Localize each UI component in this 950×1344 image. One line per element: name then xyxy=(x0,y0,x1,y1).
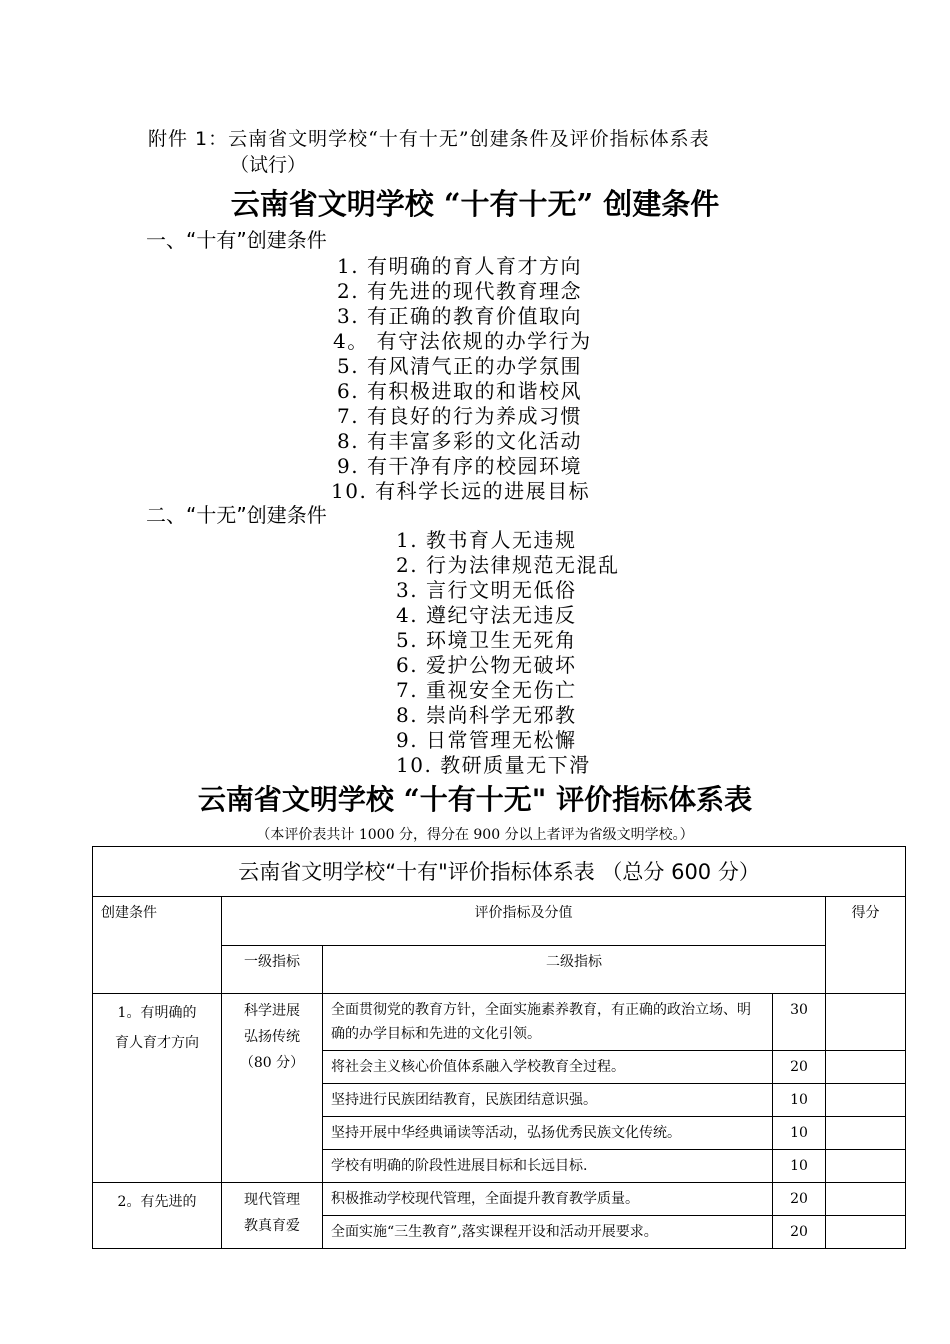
list-item: 9. 有干净有序的校园环境 xyxy=(337,454,582,478)
level1-line: 现代管理 xyxy=(244,1192,300,1208)
score-cell xyxy=(826,994,906,1051)
header-score: 得分 xyxy=(826,897,906,994)
list-item: 8. 有丰富多彩的文化活动 xyxy=(337,429,582,453)
attachment-subtitle: （试行） xyxy=(230,154,307,176)
indicator-text: 全面贯彻党的教育方针，全面实施素养教育，有正确的政治立场、明确的办学目标和先进的文化引领。 xyxy=(323,994,773,1051)
condition-line: 1。有明确的 xyxy=(117,1005,197,1021)
main-title: 云南省文明学校 “十有十无” 创建条件 xyxy=(230,187,720,221)
indicator-text: 将社会主义核心价值体系融入学校教育全过程。 xyxy=(323,1051,773,1084)
attachment-label: 附件 1： xyxy=(148,128,229,150)
table-caption: 云南省文明学校“十有"评价指标体系表 （总分 600 分） xyxy=(93,847,906,897)
level1-line: （80 分） xyxy=(239,1055,305,1071)
condition-line: 2。有先进的 xyxy=(117,1194,197,1210)
table-row xyxy=(93,1183,906,1216)
indicator-points: 10 xyxy=(773,1084,826,1117)
score-cell xyxy=(826,1051,906,1084)
list-item: 9. 日常管理无松懈 xyxy=(396,728,577,752)
list-item: 1. 有明确的育人育才方向 xyxy=(337,254,582,278)
level1-line: 弘扬传统 xyxy=(244,1029,300,1045)
header-condition: 创建条件 xyxy=(93,897,222,994)
table-caption-row xyxy=(93,847,906,897)
level1-line: 科学进展 xyxy=(244,1003,300,1019)
condition-line: 育人育才方向 xyxy=(115,1035,199,1051)
list-item: 7. 重视安全无伤亡 xyxy=(396,678,577,702)
indicator-points: 30 xyxy=(773,994,826,1051)
list-item: 3. 有正确的教育价值取向 xyxy=(337,304,582,328)
attachment-title-line xyxy=(148,124,710,151)
score-cell xyxy=(826,1183,906,1216)
list-item: 10. 有科学长远的进展目标 xyxy=(331,479,591,503)
level1-cell xyxy=(222,1183,323,1249)
level1-cell xyxy=(222,994,323,1183)
score-cell xyxy=(826,1216,906,1249)
list-item: 4. 遵纪守法无违反 xyxy=(396,603,577,627)
list-item: 5. 环境卫生无死角 xyxy=(396,628,577,652)
eval-title: 云南省文明学校 “十有十无" 评价指标体系表 xyxy=(197,783,753,816)
evaluation-table xyxy=(92,846,906,1249)
header-level2: 二级指标 xyxy=(323,946,826,994)
indicator-points: 20 xyxy=(773,1216,826,1249)
indicator-points: 10 xyxy=(773,1150,826,1183)
condition-cell xyxy=(93,994,222,1183)
indicator-text: 坚持进行民族团结教育，民族团结意识强。 xyxy=(323,1084,773,1117)
indicator-text: 坚持开展中华经典诵读等活动，弘扬优秀民族文化传统。 xyxy=(323,1117,773,1150)
list-item: 6. 有积极进取的和谐校风 xyxy=(337,379,582,403)
level1-line: 教真育爱 xyxy=(244,1218,300,1234)
section2-heading: 二、“十无”创建条件 xyxy=(146,503,327,527)
header-indicators: 评价指标及分值 xyxy=(222,897,826,946)
indicator-points: 10 xyxy=(773,1117,826,1150)
header-level1: 一级指标 xyxy=(222,946,323,994)
list-item: 6. 爱护公物无破坏 xyxy=(396,653,577,677)
eval-note: （本评价表共计 1000 分，得分在 900 分以上者评为省级文明学校。） xyxy=(256,827,694,843)
indicator-text: 积极推动学校现代管理，全面提升教育教学质量。 xyxy=(323,1183,773,1216)
indicator-text: 学校有明确的阶段性进展目标和长远目标. xyxy=(323,1150,773,1183)
list-item: 8. 崇尚科学无邪教 xyxy=(396,703,577,727)
indicator-points: 20 xyxy=(773,1183,826,1216)
list-item: 7. 有良好的行为养成习惯 xyxy=(337,404,582,428)
list-item: 3. 言行文明无低俗 xyxy=(396,578,577,602)
list-item: 4。 有守法依规的办学行为 xyxy=(333,329,592,353)
list-item: 2. 有先进的现代教育理念 xyxy=(337,279,582,303)
list-item: 5. 有风清气正的办学氛围 xyxy=(337,354,582,378)
list-item: 10. 教研质量无下滑 xyxy=(396,753,591,777)
table-row xyxy=(93,994,906,1051)
indicator-points: 20 xyxy=(773,1051,826,1084)
header-row xyxy=(93,897,906,946)
score-cell xyxy=(826,1084,906,1117)
list-item: 2. 行为法律规范无混乱 xyxy=(396,553,620,577)
indicator-text: 全面实施“三生教育”,落实课程开设和活动开展要求。 xyxy=(323,1216,773,1249)
score-cell xyxy=(826,1150,906,1183)
list-item: 1. 教书育人无违规 xyxy=(396,528,577,552)
score-cell xyxy=(826,1117,906,1150)
section1-heading: 一、“十有”创建条件 xyxy=(146,228,327,252)
condition-cell xyxy=(93,1183,222,1249)
attachment-title: 云南省文明学校“十有十无”创建条件及评价指标体系表 xyxy=(228,128,710,150)
